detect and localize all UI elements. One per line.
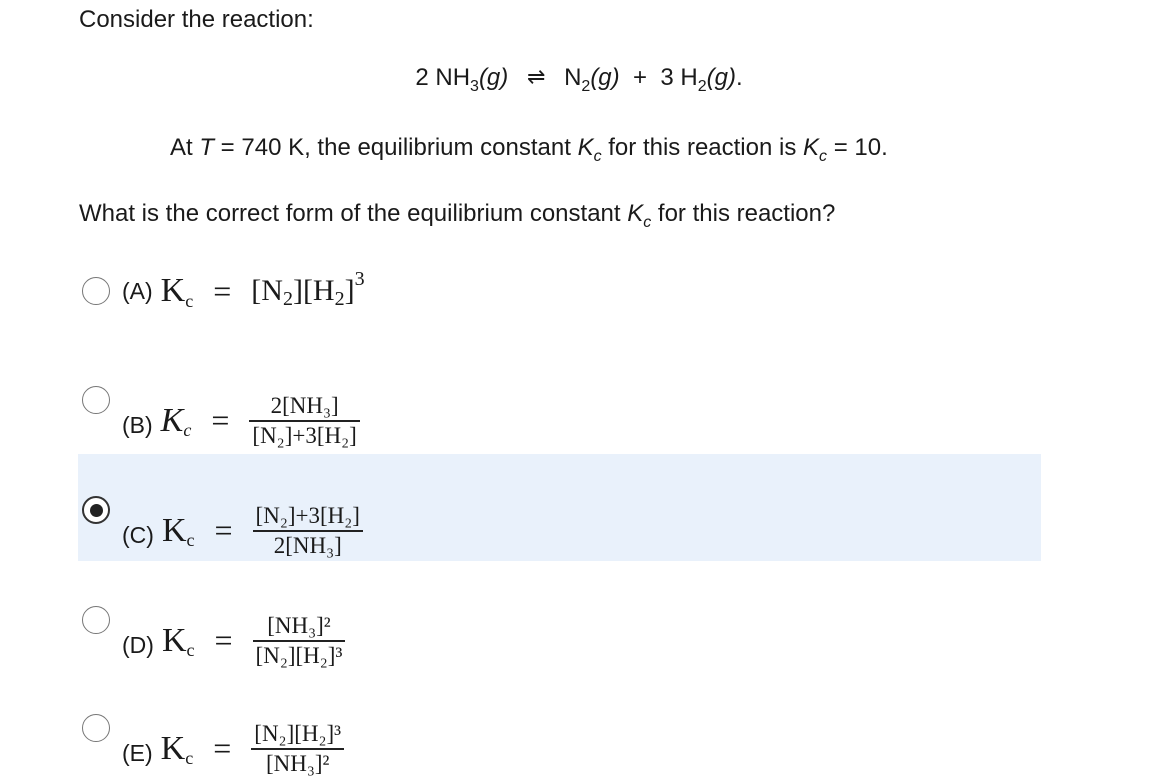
cond-mid: = 740 K, the equilibrium constant bbox=[214, 134, 578, 161]
option-b-math bbox=[161, 392, 360, 450]
radio-e[interactable] bbox=[82, 714, 110, 742]
question-text bbox=[79, 200, 836, 231]
q-c: c bbox=[643, 214, 652, 231]
a-pow: 3 bbox=[354, 267, 365, 290]
c-eq: = bbox=[214, 512, 233, 549]
a-h2c: ] bbox=[344, 274, 355, 307]
c-c: c bbox=[186, 530, 195, 551]
eq-period: . bbox=[735, 64, 743, 91]
a-c: c bbox=[185, 290, 194, 311]
option-e-math bbox=[161, 720, 344, 778]
e-fraction bbox=[251, 720, 344, 778]
a-n2c: ] bbox=[292, 274, 303, 307]
option-c-math bbox=[162, 502, 363, 560]
radio-a[interactable] bbox=[82, 277, 110, 305]
cond-at: At bbox=[170, 134, 200, 161]
q-post: for this reaction? bbox=[651, 200, 836, 227]
option-a-letter: (A) bbox=[122, 277, 153, 304]
b-c: c bbox=[183, 420, 192, 441]
b-eq: = bbox=[211, 402, 230, 439]
option-b-letter: (B) bbox=[122, 412, 153, 439]
d-fraction bbox=[253, 612, 346, 670]
a-n2s: 2 bbox=[282, 287, 293, 310]
d-numerator: [NH₃]² bbox=[267, 613, 331, 638]
d-K: K bbox=[161, 621, 187, 659]
option-b[interactable] bbox=[82, 362, 360, 450]
option-d-math bbox=[162, 612, 345, 670]
q-pre: What is the correct form of the equilibrium constant bbox=[79, 200, 628, 227]
eq-p1-sub: 2 bbox=[581, 78, 591, 95]
option-c[interactable] bbox=[82, 472, 363, 560]
a-eq: = bbox=[213, 272, 232, 309]
d-eq: = bbox=[214, 622, 233, 659]
c-numerator: [N₂]+3[H₂] bbox=[255, 503, 360, 528]
b-denominator: [N₂]+3[H₂] bbox=[252, 422, 357, 448]
a-n2: [N bbox=[251, 274, 283, 307]
cond-K2: K bbox=[803, 134, 820, 161]
eq-p1-state: (g) bbox=[590, 64, 620, 91]
option-a-math bbox=[160, 267, 365, 311]
b-K: K bbox=[160, 401, 184, 439]
cond-c2: c bbox=[819, 148, 828, 165]
option-e[interactable] bbox=[82, 690, 344, 778]
eq-left-sub: 3 bbox=[470, 78, 479, 95]
e-denominator: [NH₃]² bbox=[265, 750, 330, 776]
option-a[interactable] bbox=[82, 267, 365, 311]
e-K: K bbox=[160, 729, 186, 767]
option-d-letter: (D) bbox=[122, 632, 154, 659]
option-c-letter: (C) bbox=[122, 522, 154, 549]
intro-text: Consider the reaction: bbox=[79, 6, 314, 33]
option-e-letter: (E) bbox=[122, 740, 153, 767]
cond-K: K bbox=[577, 134, 594, 161]
a-h2: [H bbox=[302, 274, 335, 307]
option-d[interactable] bbox=[82, 582, 345, 670]
b-fraction bbox=[249, 392, 359, 450]
condition-text bbox=[170, 134, 888, 165]
radio-c-selected[interactable] bbox=[82, 496, 110, 524]
cond-mid2: for this reaction is bbox=[601, 134, 804, 161]
eq-plus: + bbox=[633, 64, 648, 91]
eq-p2-sub: 2 bbox=[697, 78, 707, 95]
b-numerator: 2[NH₃] bbox=[270, 393, 339, 418]
radio-d[interactable] bbox=[82, 606, 110, 634]
a-h2s: 2 bbox=[334, 287, 345, 310]
radio-b[interactable] bbox=[82, 386, 110, 414]
c-K: K bbox=[161, 511, 187, 549]
d-denominator: [N₂][H₂]³ bbox=[255, 642, 343, 668]
eq-p2: 3 H bbox=[660, 64, 698, 91]
eq-left: 2 NH bbox=[415, 64, 471, 91]
reaction-equation bbox=[0, 64, 1158, 95]
cond-value: = 10. bbox=[827, 134, 888, 161]
cond-c: c bbox=[593, 148, 602, 165]
d-c: c bbox=[186, 640, 195, 661]
e-c: c bbox=[185, 748, 194, 769]
q-K: K bbox=[627, 200, 644, 227]
eq-left-state: (g) bbox=[478, 64, 509, 91]
eq-p1: N bbox=[564, 64, 582, 91]
equilibrium-arrow-icon: ⇌ bbox=[526, 64, 546, 89]
a-K: K bbox=[160, 272, 186, 309]
c-denominator: 2[NH₃] bbox=[273, 532, 342, 558]
eq-p2-state: (g) bbox=[706, 64, 736, 91]
c-fraction bbox=[253, 502, 363, 560]
cond-T: T bbox=[199, 134, 215, 161]
e-numerator: [N₂][H₂]³ bbox=[254, 721, 342, 746]
e-eq: = bbox=[213, 730, 232, 767]
